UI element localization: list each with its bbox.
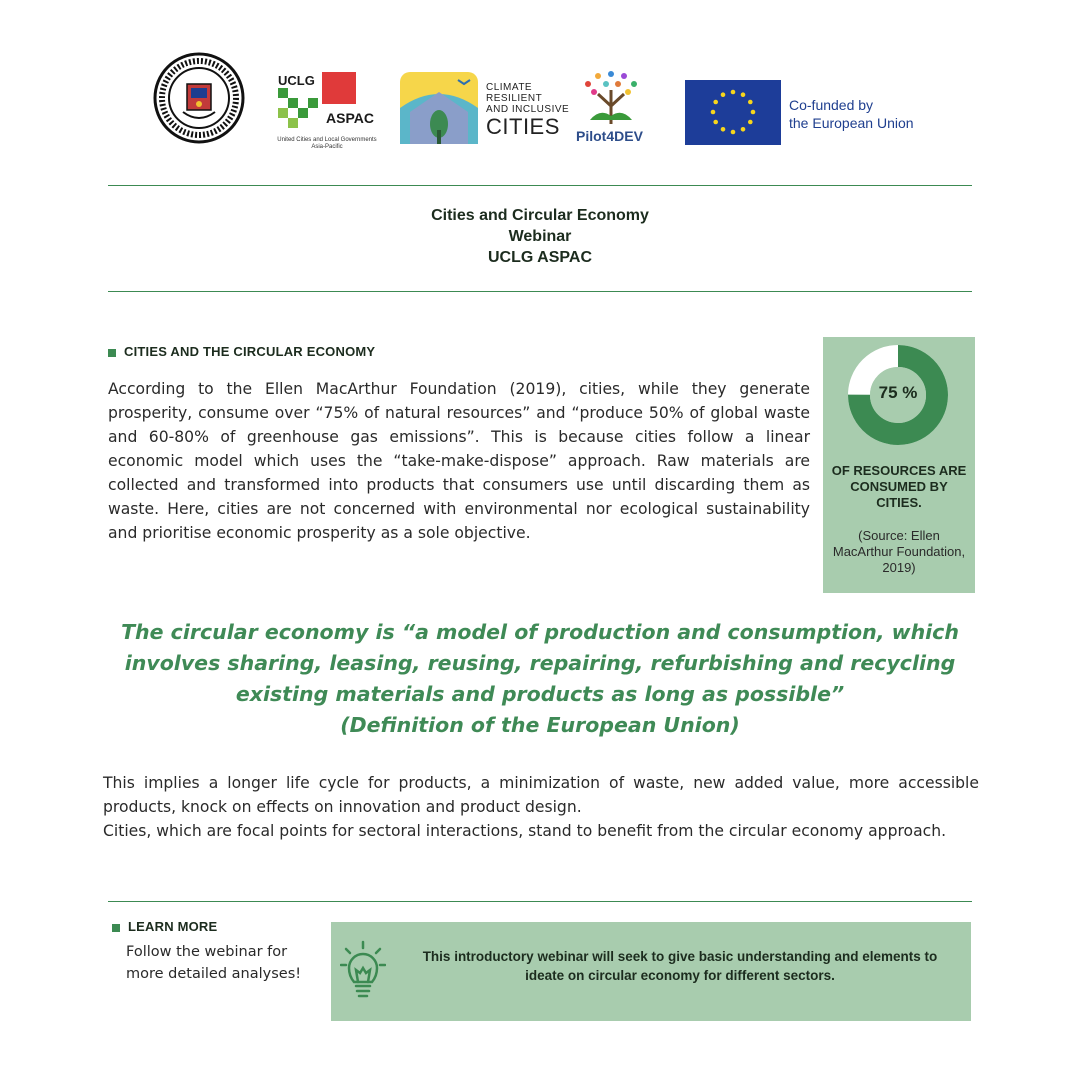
lightbulb-icon: [340, 940, 386, 1002]
quote-text: The circular economy is “a model of production and consumption, which involves sharing, leasing, reusing, repairing, refurbishing and recycling existing materials and products as long as possible”: [121, 620, 959, 706]
pilot4dev-name: Pilot4DEV: [576, 128, 643, 144]
uclg-aspac-text: ASPAC: [326, 110, 374, 126]
eu-line1: Co-funded by: [789, 97, 874, 113]
section-body: According to the Ellen MacArthur Foundation (2019), cities, while they generate prosperity, consume over “75% of natural resources” and “produce 50% of global waste and 60-80% of greenhouse gas emissions”. This is because cities follow a linear economic model which uses the “take-make-dispose” approach. Raw materials are collected and transformed into products that consumers use until discarding them as waste. Here, cities are not concerned with environmental nor ecological sustainability and prioritise economic prosperity as a sole objective.: [108, 380, 810, 542]
title-line3: UCLG ASPAC: [488, 249, 592, 266]
implications-para2: Cities, which are focal points for sectoral interactions, stand to benefit from the circular economy approach.: [103, 822, 947, 840]
stat-source: (Source: Ellen MacArthur Foundation, 2019): [832, 528, 966, 575]
crc-line4: CITIES: [486, 114, 560, 139]
bullet-square: [112, 924, 120, 932]
learn-more-heading: [112, 919, 217, 934]
aiilsg-logo: [153, 52, 245, 144]
uclg-subtitle: United Cities and Local Governments Asia-Pacific: [277, 137, 377, 150]
divider-bottom: [108, 901, 972, 902]
divider-top: [108, 185, 972, 186]
info-box-text: This introductory webinar will seek to give basic understanding and elements to ideate on circular economy for different sectors.: [422, 949, 938, 983]
uclg-name: UCLG: [278, 73, 315, 88]
eu-flag-icon: [685, 80, 781, 145]
stat-value: 75 %: [878, 383, 918, 402]
crc-line1: CLIMATE: [486, 82, 533, 93]
implications-text: [103, 771, 979, 843]
crc-line2: RESILIENT: [486, 93, 543, 104]
section-heading-circular-economy: [108, 344, 375, 359]
quote-attribution: (Definition of the European Union): [340, 713, 740, 737]
title-line1: Cities and Circular Economy: [431, 207, 649, 224]
eu-line2: the European Union: [789, 115, 914, 131]
eu-cofunded-text: [789, 96, 914, 132]
title-line2: Webinar: [508, 228, 572, 245]
bullet-square: [108, 349, 116, 357]
section-heading-text: CITIES AND THE CIRCULAR ECONOMY: [124, 344, 376, 359]
stat-caption: OF RESOURCES ARE CONSUMED BY CITIES.: [831, 463, 967, 510]
learn-more-heading-text: LEARN MORE: [128, 919, 218, 934]
pilot4dev-tree-icon: [578, 70, 644, 126]
page-title: [108, 205, 972, 268]
learn-more-text: Follow the webinar for more detailed analyses!: [126, 944, 302, 982]
eu-definition-quote: [100, 617, 980, 741]
divider-header: [108, 291, 972, 292]
climate-resilient-cities-icon: [400, 72, 478, 144]
climate-resilient-cities-text: [486, 82, 569, 139]
implications-para1: This implies a longer life cycle for products, a minimization of waste, new added value, more accessible products, knock on effects on innovation and product design.: [103, 774, 979, 816]
crc-line3: AND INCLUSIVE: [486, 104, 570, 115]
